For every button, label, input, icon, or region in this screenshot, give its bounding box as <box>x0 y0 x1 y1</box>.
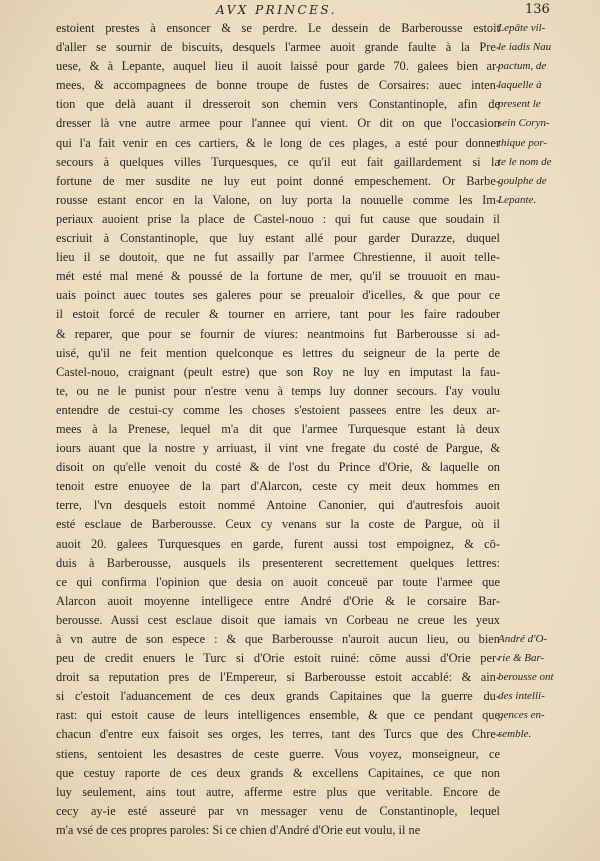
text-line: mét esté mal mené & poussé de la fortune de mer, qu'il se trouuoit en mau- <box>56 269 500 284</box>
margin-note: sein Coryn- <box>498 117 550 130</box>
page-header <box>0 2 600 20</box>
text-line: iours auant que la nostre y arriuast, il vint vne fregate du costé de Pargue, & <box>56 441 500 456</box>
text-line: duis à Barberousse, ausquels ils presenterent secrettement quelques lettres: <box>56 555 500 570</box>
text-line: Alarcon auoit moyenne intelligece entre André d'Orie & le corsaire Bar- <box>56 593 500 608</box>
text-line: ce qui confirma l'opinion que desia on auoit conceuë par toute l'armee que <box>56 574 500 589</box>
text-line: berousse. Aussi cest esclaue disoit que iamais vn Corbeau ne creue les yeux <box>56 612 500 627</box>
running-head: AVX PRINCES. <box>216 3 337 17</box>
text-line: esté esclaue de Barberousse. Ceux cy venans sur la coste de Pargue, où il <box>56 517 500 532</box>
margin-spacer <box>498 496 598 515</box>
text-line: si c'estoit l'aduancement de ces deux grands Capitaines que la guerre du- <box>56 689 500 704</box>
text-line: entendre de cestui-cy comme les choses s'estoient passees entre les deux ar- <box>56 402 500 417</box>
margin-spacer <box>498 229 598 248</box>
margin-note: te le nom de <box>498 155 552 168</box>
margin-spacer <box>498 592 598 611</box>
margin-spacer <box>498 477 598 496</box>
margin-spacer <box>498 783 598 802</box>
margin-spacer <box>498 210 598 229</box>
text-line: uisé, qu'il ne feit mention quelconque es lettres du seigneur de la perte de <box>56 345 500 360</box>
margin-spacer <box>498 554 598 573</box>
margin-spacer <box>498 515 598 534</box>
text-line: luy seulement, ains tout autre, afferme estre plus que veritable. Encore de <box>56 784 500 799</box>
text-line: mees, & accompagnees de bonne troupe de fustes de Corsaires: auec inten- <box>56 78 500 93</box>
text-line: & reparer, que pour se fournir de viures: neantmoins fut Barberousse si ad- <box>56 326 500 341</box>
margin-note: rie & Bar- <box>498 652 545 665</box>
text-line: mees à la Prenese, lequel m'a dit que l'armee Turquesque estant là deux <box>56 421 500 436</box>
margin-note: André d'O- <box>498 633 548 645</box>
body-text <box>56 19 500 840</box>
margin-note: berousse ont <box>498 671 554 684</box>
margin-spacer <box>498 420 598 439</box>
margin-spacer <box>498 821 598 840</box>
text-line: periaux auoient prise la place de Castel-nouo : qui fut cause que soudain il <box>56 211 500 226</box>
margin-note: laquelle à <box>498 79 542 92</box>
margin-spacer <box>498 248 598 267</box>
text-line: disoit on qu'elle venoit du costé & de l'ost du Prince d'Orie, & laquelle on <box>56 460 500 475</box>
text-line: uais poinct auec toutes ses galeres pour se preualoir d'icelles, & que pour ce <box>56 288 500 303</box>
text-line: escriuit à Constantinople, que luy estant allé pour garder Durazze, duquel <box>56 231 500 246</box>
margin-notes <box>498 19 598 840</box>
text-line: rast: qui estoit cause de leurs intelligences ensemble, & que ce pendant que <box>56 708 500 723</box>
text-line: qui l'a fait venir en ces cartiers, & le long de ces plages, a esté pour donner <box>56 135 500 150</box>
margin-spacer <box>498 611 598 630</box>
margin-spacer <box>498 439 598 458</box>
margin-note: present le <box>498 98 541 111</box>
text-line: à vn autre de son espece : & que Barberousse n'auroit aucun lieu, ou bien <box>56 632 500 646</box>
text-line: tenoit estre enuoyee de la part d'Alarcon, ceste cy meit deux hommes en <box>56 479 500 494</box>
text-line: terre, l'vn desquels estoit nommé Antoine Canonier, qui d'autresfois auoit <box>56 498 500 513</box>
margin-note: semble. <box>498 728 532 741</box>
page-number: 136 <box>525 2 550 17</box>
text-line: dresser là vne autre armee pour l'annee qui vient. Or dit on que l'occasion <box>56 116 500 131</box>
text-line: chacun d'entre eux faisoit ses orges, les terres, tant des Turcs que des Chre- <box>56 727 500 742</box>
text-line: d'aller se sournir de biscuits, desquels l'armee auoit grande faulte à la Pre- <box>56 40 500 55</box>
margin-spacer <box>498 286 598 305</box>
text-line: lieu il se doutoit, que ne fut assailly par l'armee Chrestienne, il auoit telle- <box>56 250 500 265</box>
margin-note: pactum, de <box>498 60 547 73</box>
margin-spacer <box>498 764 598 783</box>
margin-spacer <box>498 325 598 344</box>
text-line: fortune de mer susdite ne luy eut point donné empeschement. Or Barbe- <box>56 173 500 188</box>
text-line: m'a vsé de ces propres paroles: Si ce chien d'André d'Orie eut voulu, il ne <box>56 822 421 837</box>
margin-spacer <box>498 401 598 420</box>
margin-spacer <box>498 573 598 592</box>
margin-spacer <box>498 267 598 286</box>
margin-spacer <box>498 382 598 401</box>
margin-spacer <box>498 305 598 324</box>
text-line: peu de credit enuers le Turc si d'Orie estoit ruiné: cōme aussi d'Orie per- <box>56 651 500 666</box>
margin-spacer <box>498 344 598 363</box>
text-line: estoient prestes à ensoncer & se perdre. Le dessein de Barberousse estoit <box>56 21 500 35</box>
margin-note: thique por- <box>498 136 547 149</box>
margin-spacer <box>498 458 598 477</box>
margin-spacer <box>498 802 598 821</box>
text-line: cecy ay-ie esté asseuré par vn messager venu de Constantinople, lequel <box>56 803 500 818</box>
margin-note: gences en- <box>498 709 545 722</box>
text-line: stiens, sentoient les desastres de ceste guerre. Vous voyez, monseigneur, ce <box>56 746 500 761</box>
text-line: droit sa reputation pres de l'Empereur, si Barberousse estoit accablé: & ain- <box>56 670 500 685</box>
text-line: uese, & à Lepante, auquel lieu il auoit laissé pour garde 70. galees bien ar- <box>56 59 500 74</box>
text-line: rousse estant encor en la Valone, on luy porta la nouuelle comme les Im- <box>56 192 500 207</box>
text-line: il estoit forcé de reculer & tourner en arriere, tant pour les faire radouber <box>56 307 500 322</box>
margin-note: Lepāte vil- <box>498 22 546 34</box>
margin-spacer <box>498 535 598 554</box>
text-line: tion que delà auant il dresseroit son chemin vers Constantinople, afin de <box>56 97 500 112</box>
margin-note: goulphe de <box>498 174 547 187</box>
margin-note: le iadis Nau <box>498 41 552 54</box>
text-line: Castel-nouo, craignant (peult estre) que son Roy ne luy en imputast la fau- <box>56 364 500 379</box>
margin-note: des intelli- <box>498 690 545 703</box>
margin-note: Lepante. <box>498 193 537 206</box>
margin-spacer <box>498 745 598 764</box>
text-line: te, ou ne le punist pour n'estre venu à temps luy donner secours. I'ay voulu <box>56 383 500 398</box>
margin-spacer <box>498 363 598 382</box>
text-line: que cestuy raporte de ces deux grands & excellens Capitaines, ce que non <box>56 765 500 780</box>
text-line: secours à quelques villes Turquesques, ce qu'il eut fait gaillardement si la <box>56 154 500 169</box>
text-line: auoit 20. galees Turquesques en garde, furent aussi tost empoignez, & cō- <box>56 536 500 551</box>
